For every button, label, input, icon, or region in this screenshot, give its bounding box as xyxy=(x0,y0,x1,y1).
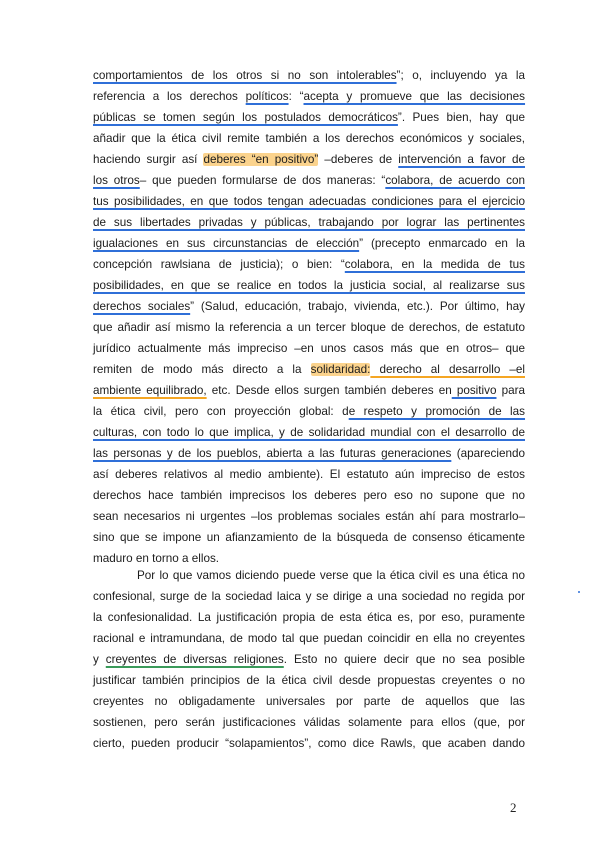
underlined-text: creyentes de diversas religiones xyxy=(105,653,284,666)
text-span: sostienen, pero serán justificaciones válidas solamente para ellos (que, por xyxy=(93,716,525,729)
text-line xyxy=(93,425,525,441)
text-span: (apareciendo xyxy=(451,447,525,460)
text-line xyxy=(93,257,525,273)
underlined-text: los otros xyxy=(93,174,140,187)
underlined-text: e respeto y promoción de las xyxy=(348,405,526,418)
text-line xyxy=(93,110,525,126)
text-span: la ética civil, pero con proyección global: d xyxy=(93,405,349,418)
text-span: así deberes relativos al medio ambiente). El estatuto aún impreciso de estos xyxy=(93,468,525,481)
highlighted-text: solidaridad: xyxy=(310,363,371,376)
text-span: añadir que la ética civil remite también a los derechos económicos y sociales, xyxy=(93,132,525,145)
text-span: cierto, pueden producir “solapamientos”, como dice Rawls, que acaben dando xyxy=(93,737,525,750)
text-line xyxy=(93,383,525,399)
text-span: etc. Desde ellos surgen también deberes en xyxy=(206,384,452,397)
underlined-text: derechos sociales xyxy=(93,300,191,313)
text-span: jurídico actualmente más impreciso –en unos casos más que en otros– que xyxy=(93,342,525,355)
underlined-text: derecho al desarrollo –el xyxy=(370,363,525,376)
text-line xyxy=(93,530,525,546)
text-line xyxy=(93,152,525,168)
underlined-text: posibilidades, en que se realice en todos la justicia social, al realizarse sus xyxy=(93,279,525,292)
text-line xyxy=(93,278,525,294)
text-line xyxy=(93,568,525,584)
text-span: – que pueden formularse de dos maneras: “ xyxy=(139,174,386,187)
text-line xyxy=(93,610,525,626)
text-span: racional e intramundana, de modo tal que puedan coincidir en ella no creyentes xyxy=(93,632,525,645)
text-line xyxy=(93,652,525,668)
text-span: sino que se impone un afianzamiento de la búsqueda de consenso éticamente xyxy=(93,531,525,544)
text-span: derechos hace también imprecisos los deberes pero eso no supone que no xyxy=(93,489,525,502)
underlined-text: acepta y promueve que las decisiones xyxy=(303,90,526,103)
text-span: la confesionalidad. La justificación propia de esta ética es, por eso, puramente xyxy=(93,611,525,624)
underlined-text: colabora, en la medida de tus xyxy=(344,258,525,271)
text-line xyxy=(93,404,525,420)
text-span: Por lo que vamos diciendo puede verse que la ética civil es una ética no xyxy=(137,569,525,582)
text-line xyxy=(93,467,525,483)
text-span: maduro en torno a ellos. xyxy=(93,552,220,565)
text-span: –deberes de xyxy=(318,153,399,166)
underlined-text: políticos xyxy=(245,90,289,103)
underlined-text: colabora, de acuerdo con xyxy=(385,174,525,187)
underlined-text: intervención a favor de xyxy=(398,153,525,166)
annotation-dot xyxy=(578,591,580,593)
text-span: creyentes no obligadamente universales por parte de aquellos que las xyxy=(93,695,525,708)
text-line xyxy=(93,131,525,147)
text-line xyxy=(93,173,525,189)
text-line xyxy=(93,320,525,336)
underlined-text: ambiente equilibrado, xyxy=(93,384,207,397)
text-line xyxy=(93,715,525,731)
underlined-text: positivo xyxy=(451,384,497,397)
text-span: referencia a los derechos xyxy=(93,90,238,103)
text-span: concepción rawlsiana de justicia); o bien: “ xyxy=(93,258,345,271)
text-line xyxy=(93,631,525,647)
text-span: haciendo surgir así xyxy=(93,153,198,166)
text-line xyxy=(93,673,525,689)
text-span: que añadir así mismo la referencia a un tercer bloque de derechos, de estatuto xyxy=(93,321,525,334)
text-span: ”. Pues bien, hay que xyxy=(397,111,525,124)
text-line xyxy=(93,236,525,252)
text-line xyxy=(93,488,525,504)
text-line xyxy=(93,694,525,710)
text-span: sean necesarios ni urgentes –los problemas sociales están ahí para mostrarlo– xyxy=(93,510,525,523)
underlined-text: culturas, con todo lo que implica, y de solidaridad mundial con el desarrollo de xyxy=(93,426,525,439)
underlined-text: públicas se tomen según los postulados democráticos xyxy=(93,111,398,124)
text-line xyxy=(93,736,525,752)
text-span: . Esto no quiere decir que no sea posible xyxy=(283,653,526,666)
text-span: remiten de modo más directo a la xyxy=(93,363,302,376)
text-line xyxy=(93,341,525,357)
underlined-text: las personas y de los pueblos, abierta a las futuras generaciones xyxy=(93,447,452,460)
text-line xyxy=(93,446,525,462)
underlined-text: de sus libertades privadas y públicas, trabajando por lograr las pertinentes xyxy=(93,216,525,229)
text-span: confesional, surge de la sociedad laica y se dirige a una sociedad no regida por xyxy=(93,590,525,603)
page-number: 2 xyxy=(510,800,517,815)
underlined-text: igualaciones en sus circunstancias de elección xyxy=(93,237,360,250)
text-span: y xyxy=(93,653,106,666)
text-line xyxy=(93,362,525,378)
highlighted-text: deberes “en positivo” xyxy=(203,153,319,166)
text-span: ” (Salud, educación, trabajo, vivienda, etc.). Por último, hay xyxy=(190,300,525,313)
text-line xyxy=(93,509,525,525)
text-span: justificar también principios de la ética civil desde propuestas creyentes o no xyxy=(93,674,525,687)
text-span xyxy=(238,90,246,103)
text-line xyxy=(93,299,525,315)
text-span: : “ xyxy=(288,90,304,103)
text-line xyxy=(93,589,525,605)
text-line xyxy=(93,194,525,210)
text-span: para xyxy=(496,384,525,397)
text-line xyxy=(93,89,525,105)
text-line xyxy=(93,215,525,231)
text-line xyxy=(93,551,525,567)
text-span: ” (precepto enmarcado en la xyxy=(359,237,525,250)
underlined-text: comportamientos de los otros si no son intolerables xyxy=(93,69,397,82)
underlined-text: tus posibilidades, en que todos tengan adecuadas condiciones para el ejercicio xyxy=(93,195,525,208)
text-span: ”; o, incluyendo ya la xyxy=(396,69,525,82)
text-line xyxy=(93,68,525,84)
